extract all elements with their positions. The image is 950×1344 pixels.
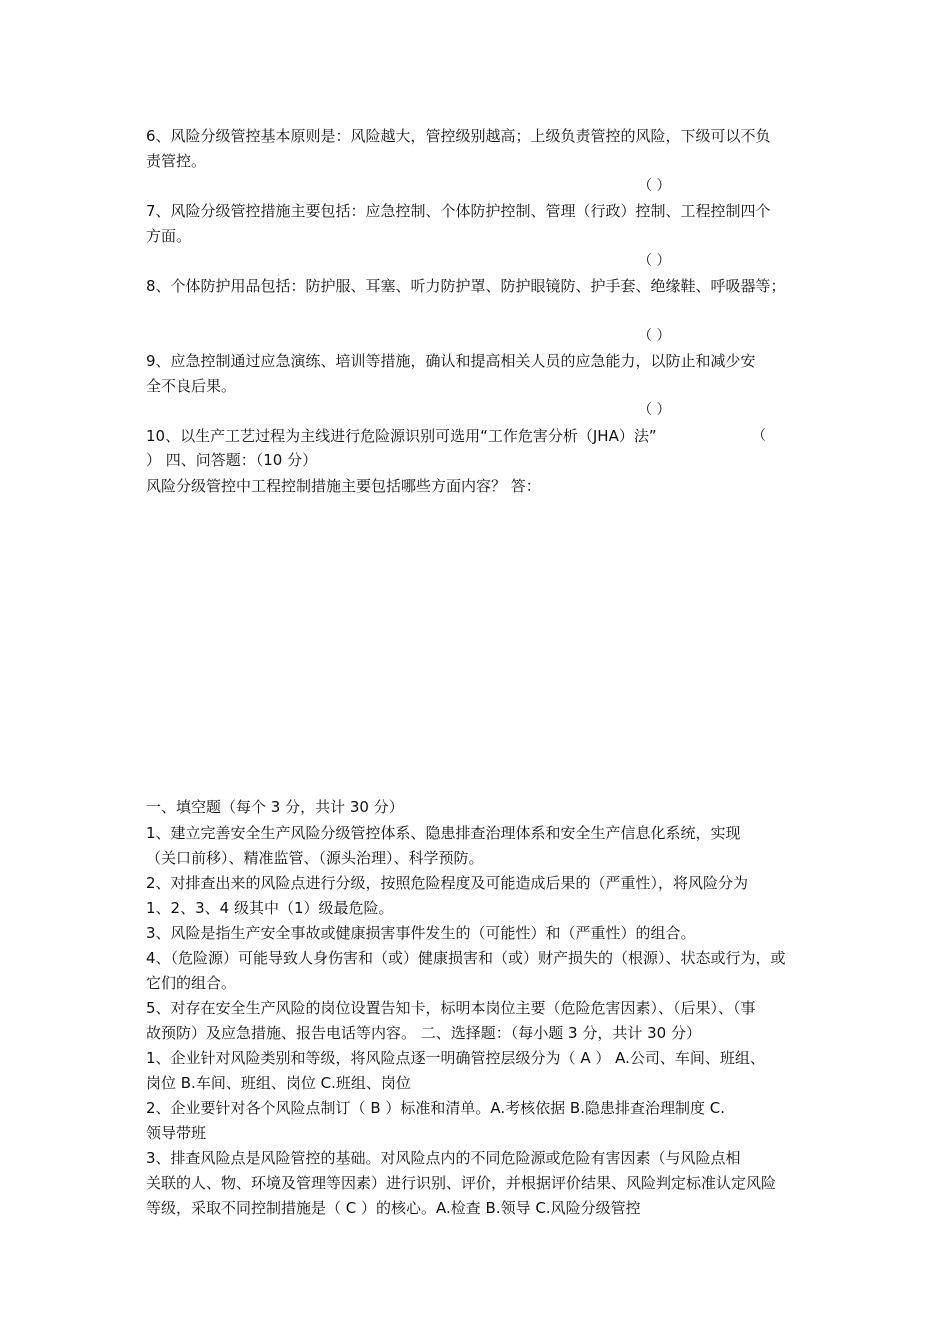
q9-line-1: 9、应急控制通过应急演练、培训等措施，确认和提高相关人员的应急能力，以防止和减少安 [146,352,756,370]
choice-2-line-1: 2、企业要针对各个风险点制订（ B ）标准和清单。A.考核依据 B.隐患排查治理制度 C. [146,1099,725,1117]
answer-5-line-2: 故预防）及应急措施、报告电话等内容。 二、选择题：（每小题 3 分，共计 30 分） [146,1024,701,1042]
qa-question: 风险分级管控中工程控制措施主要包括哪些方面内容？ 答： [146,477,541,495]
q8-answer-blank: （ ） [638,328,671,344]
choice-1-line-2: 岗位 B.车间、班组、岗位 C.班组、岗位 [146,1074,411,1092]
q6-line-2: 责管控。 [146,152,207,170]
q7-answer-blank: （ ） [638,253,671,269]
q10-paren-open: （ [752,428,766,444]
answer-1-line-2: （关口前移）、精准监管、（源头治理）、科学预防。 [146,849,484,867]
choice-1-line-1: 1、企业针对风险类别和等级，将风险点逐一明确管控层级分为（ A ） A.公司、车间、班组、 [146,1049,765,1067]
q6-answer-blank: （ ） [638,178,671,194]
choice-3-line-1: 3、排查风险点是风险管控的基础。对风险点内的不同危险源或危险有害因素（与风险点相 [146,1149,741,1167]
q8-line-1: 8、个体防护用品包括：防护服、耳塞、听力防护罩、防护眼镜防、护手套、绝缘鞋、呼吸器等； [146,277,786,295]
choice-2-line-2: 领导带班 [146,1124,207,1142]
answer-4-line-1: 4、（危险源）可能导致人身伤害和（或）健康损害和（或）财产损失的（根源）、状态或行为，或 [146,949,786,967]
answer-2-line-2: 1、2、3、4 级其中（1）级最危险。 [146,899,394,917]
answer-3-line-1: 3、风险是指生产安全事故或健康损害事件发生的（可能性）和（严重性）的组合。 [146,924,696,942]
answer-1-line-1: 1、建立完善安全生产风险分级管控体系、隐患排查治理体系和安全生产信息化系统，实现 [146,824,741,842]
choice-3-line-2: 关联的人、物、环境及管理等因素）进行识别、评价，并根据评价结果、风险判定标准认定风险 [146,1174,777,1192]
q6-line-1: 6、风险分级管控基本原则是：风险越大，管控级别越高；上级负责管控的风险，下级可以不负 [146,127,771,145]
q10-line-1: 10、以生产工艺过程为主线进行危险源识别可选用“工作危害分析（JHA）法” [146,427,657,445]
q10-line-2: ） 四、问答题：（10 分） [146,451,318,469]
q9-line-2: 全不良后果。 [146,377,237,395]
q7-line-2: 方面。 [146,227,192,245]
choice-3-line-3: 等级，采取不同控制措施是（ C ）的核心。A.检查 B.领导 C.风险分级管控 [146,1199,641,1217]
section-fill-blank-title: 一、填空题（每个 3 分，共计 30 分） [146,798,404,816]
answer-5-line-1: 5、对存在安全生产风险的岗位设置告知卡，标明本岗位主要（危险危害因素）、（后果）、（事 [146,999,756,1017]
answer-4-line-2: 它们的组合。 [146,974,237,992]
q7-line-1: 7、风险分级管控措施主要包括：应急控制、个体防护控制、管理（行政）控制、工程控制四个 [146,202,771,220]
answer-2-line-1: 2、对排查出来的风险点进行分级，按照危险程度及可能造成后果的（严重性），将风险分为 [146,874,749,892]
q9-answer-blank: （ ） [638,402,671,418]
